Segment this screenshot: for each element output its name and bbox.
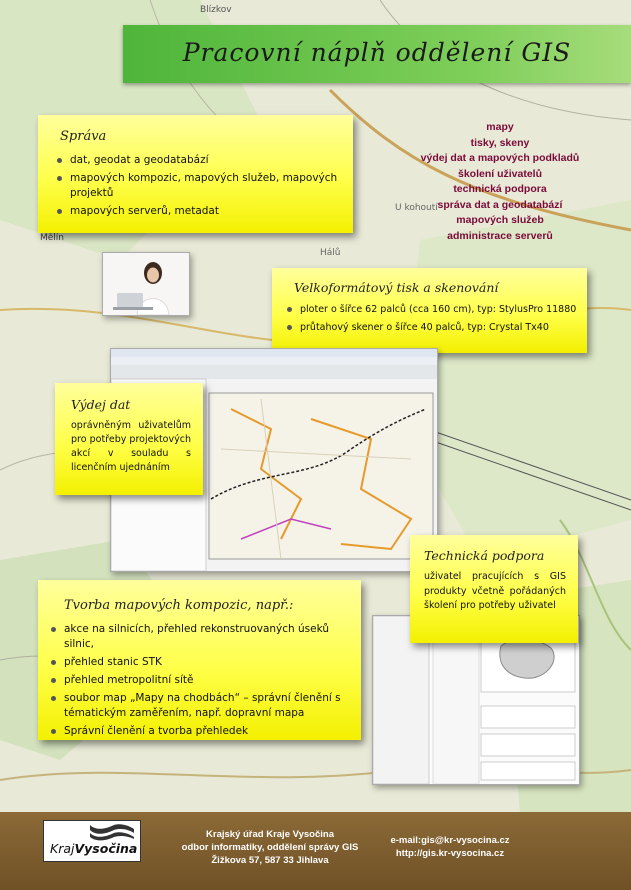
list-item: ploter o šířce 62 palců (cca 160 cm), typ: StylusPro 11880 [286,302,587,317]
vydej-heading: Výdej dat [71,397,131,412]
footer-email[interactable]: e-mail:gis@kr-vysocina.cz [390,835,510,846]
footer-web[interactable]: http://gis.kr-vysocina.cz [395,848,505,859]
service-item: administrace serverů [447,229,553,242]
footer-address-line: Žižkova 57, 587 33 Jihlava [211,855,329,866]
tvorba-box [38,580,361,740]
podpora-text: uživatel pracujících s GIS produkty včetně pořádaných školení pro potřeby uživatel [424,571,566,611]
kraj-vysocina-logo [43,820,141,862]
page-title: Pracovní náplň oddělení GIS [182,38,572,67]
list-item: Správní členění a tvorba přehledek [50,724,349,739]
sprava-heading: Správa [60,129,107,144]
list-item: dat, geodat a geodatabází [56,153,353,168]
footer-contact [370,834,530,860]
footer-address [165,828,375,867]
map-label-melin: Mělín [40,233,65,243]
service-item: školení uživatelů [457,167,543,180]
map-label-blizkov: Blízkov [200,5,232,15]
vydej-text: oprávněným uživatelům pro potřeby projektových akcí v souladu s licenčním ujednáním [71,420,191,473]
podpora-box [410,535,578,643]
service-item: správa dat a geodatabází [437,198,563,211]
user-laptop-illustration [103,253,189,315]
podpora-heading: Technická podpora [424,548,545,563]
vydej-box [55,383,203,495]
service-item: mapových služeb [456,214,544,226]
list-item: přehled stanic STK [50,655,349,670]
tisk-heading: Velkoformátový tisk a skenování [294,280,499,295]
service-item: tisky, skeny [470,136,530,149]
tvorba-heading: Tvorba mapových kompozic, např.: [64,598,294,613]
list-item: soubor map „Mapy na chodbách“ – správní členění s tématickým zaměřením, např. dopravní mapa [50,691,349,721]
footer-address-line: odbor informatiky, oddělení správy GIS [181,842,359,853]
logo-prefix: Kraj [50,841,75,856]
title-bar [123,25,631,83]
photo-user-laptop [102,252,190,316]
logo-name: Vysočina [74,841,138,856]
list-item: mapových serverů, metadat [56,204,353,219]
sprava-box [38,115,353,233]
list-item: mapových kompozic, mapových služeb, mapových projektů [56,171,353,201]
sprava-list [56,153,353,219]
service-item: mapy [486,121,514,133]
list-item: průtahový skener o šířce 40 palců, typ: Crystal Tx40 [286,320,587,335]
footer-address-line: Krajský úřad Kraje Vysočina [206,829,334,840]
services-list [385,120,615,244]
service-item: výdej dat a mapových podkladů [420,152,580,164]
tvorba-list [50,622,349,739]
tisk-list [286,302,587,335]
map-label-kohouti: U kohoutí [395,203,438,213]
list-item: přehled metropolitní sítě [50,673,349,688]
map-label-halu: Hálů [320,248,341,258]
service-item: technická podpora [453,183,547,195]
list-item: akce na silnicích, přehled rekonstruovaných úseků silnic, [50,622,349,652]
tisk-box [272,268,587,353]
